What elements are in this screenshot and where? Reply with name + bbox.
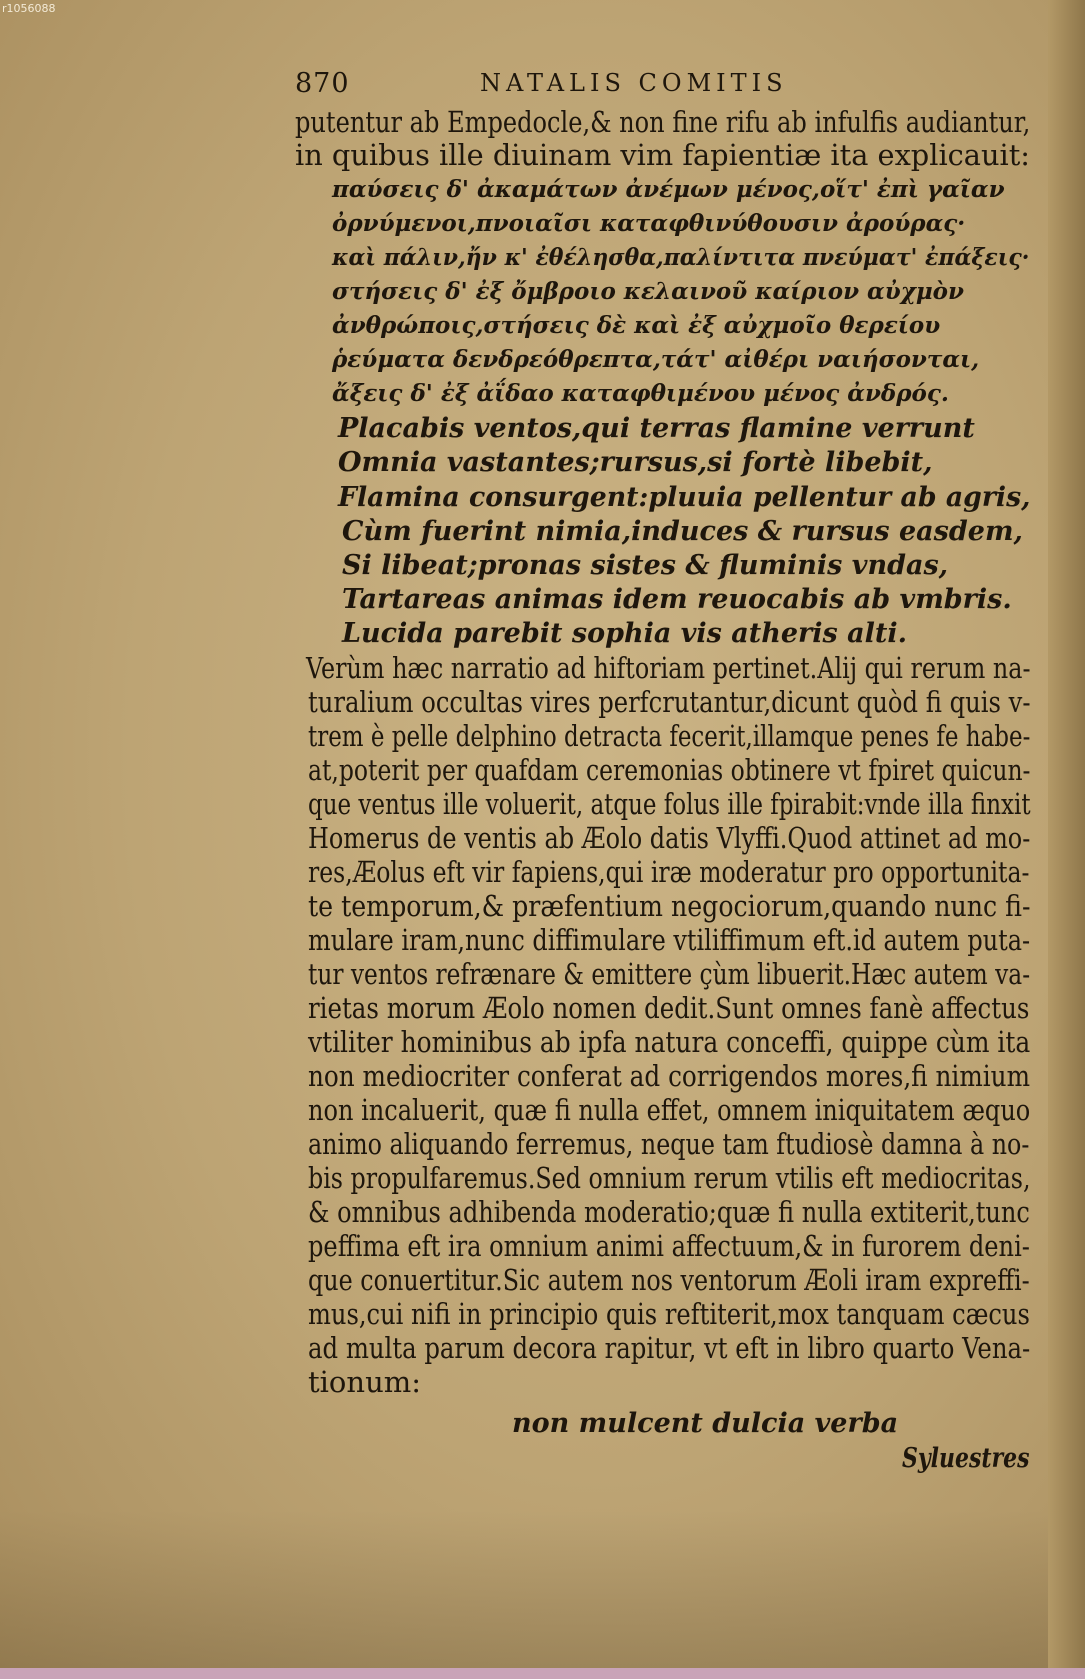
running-title: NATALIS COMITIS [480,69,788,97]
catchword: Syluestres [902,1443,1030,1474]
prose-line: mulare iram,nunc diffimulare vtiliffimum eft.id autem puta- [308,923,1031,957]
prose-line: Homerus de ventis ab Æolo datis Vlyffi.Quod attinet ad mo- [308,821,1031,855]
prose-line: at,poterit per quafdam ceremonias obtinere vt fpiret quicun- [308,753,1031,787]
prose-line: Verùm hæc narratio ad hiftoriam pertinet.Alij qui rerum na- [306,651,1031,685]
closing-verse: non mulcent dulcia verba [512,1408,899,1439]
prose-line: vtiliter hominibus ab ipfa natura conceffi, quippe cùm ita [308,1025,1031,1059]
prose-line: ad multa parum decora rapitur, vt eft in libro quarto Vena- [308,1331,1031,1365]
prose-line: peffima eft ira omnium animi affectuum,& in furorem deni- [308,1229,1030,1263]
prose-line: & omnibus adhibenda moderatio;quæ fi nulla extiterit,tunc [308,1195,1030,1229]
latin-verse: Flamina consurgent:pluuia pellentur ab agris, [338,482,1031,513]
text-line: putentur ab Empedocle,& non fine rifu ab infulfis audiantur, [295,105,1031,139]
prose-line: trem è pelle delphino detracta fecerit,illamque penes fe habe- [308,719,1031,753]
page-number: 870 [295,68,350,99]
prose-line: turalium occultas vires perfcrutantur,dicunt quòd fi quis v- [308,685,1031,719]
latin-verse: Si libeat;pronas sistes & fluminis vndas, [342,550,949,581]
greek-verse: παύσεις δ' ἀκαμάτων ἀνέμων μένος,οἵτ' ἐπὶ γαῖαν [332,176,1005,203]
prose-line: mus,cui nifi in principio quis reftiterit,mox tanquam cæcus [308,1297,1030,1331]
prose-line: res,Æolus eft vir fapiens,qui iræ moderatur pro opportunita- [308,855,1030,889]
greek-verse: ἄξεις δ' ἐξ ἀΐδαο καταφθιμένου μένος ἀνδρός. [332,380,949,407]
prose-line: que conuertitur.Sic autem nos ventorum Æoli iram expreffi- [308,1263,1030,1297]
prose-line: non mediocriter conferat ad corrigendos mores,fi nimium [308,1059,1031,1093]
prose-line: bis propulfaremus.Sed omnium rerum vtilis eft mediocritas, [308,1161,1031,1195]
latin-verse: Cùm fuerint nimia,induces & rursus easdem, [342,516,1023,547]
greek-verse: ῥεύματα δενδρεόθρεπτα,τάτ' αἰθέρι ναιήσονται, [332,346,980,373]
greek-verse: καὶ πάλιν,ἤν κ' ἐθέλησθα,παλίντιτα πνεύματ' ἐπάξεις· [332,244,1030,271]
latin-verse: Omnia vastantes;rursus,si fortè libebit, [338,447,933,478]
latin-verse: Placabis ventos,qui terras flamine verrunt [338,413,975,444]
prose-line: tionum: [308,1365,422,1399]
shelfmark: r1056088 [2,2,56,15]
prose-line: que ventus ille voluerit, atque folus ille fpirabit:vnde illa finxit [308,787,1031,821]
latin-verse: Tartareas animas idem reuocabis ab vmbris. [342,584,1012,615]
prose-line: animo aliquando ferremus, neque tam ftudiosè damna à no- [308,1127,1030,1161]
prose-line: non incaluerit, quæ fi nulla effet, omnem iniquitatem æquo [308,1093,1031,1127]
greek-verse: ὀρνύμενοι,πνοιαῖσι καταφθινύθουσιν ἀρούρας· [332,210,966,237]
greek-verse: στήσεις δ' ἐξ ὄμβροιο κελαινοῦ καίριον αὐχμὸν [332,278,964,305]
prose-line: tur ventos refrænare & emittere çùm libuerit.Hæc autem va- [308,957,1031,991]
text-line: in quibus ille diuinam vim fapientiæ ita explicauit: [295,138,1030,172]
prose-line: rietas morum Æolo nomen dedit.Sunt omnes fanè affectus [308,991,1030,1025]
prose-line: te temporum,& præfentium negociorum,quando nunc fi- [308,889,1031,923]
greek-verse: ἀνθρώποις,στήσεις δὲ καὶ ἐξ αὐχμοῖο θερείου [332,312,941,339]
latin-verse: Lucida parebit sophia vis atheris alti. [342,618,908,649]
